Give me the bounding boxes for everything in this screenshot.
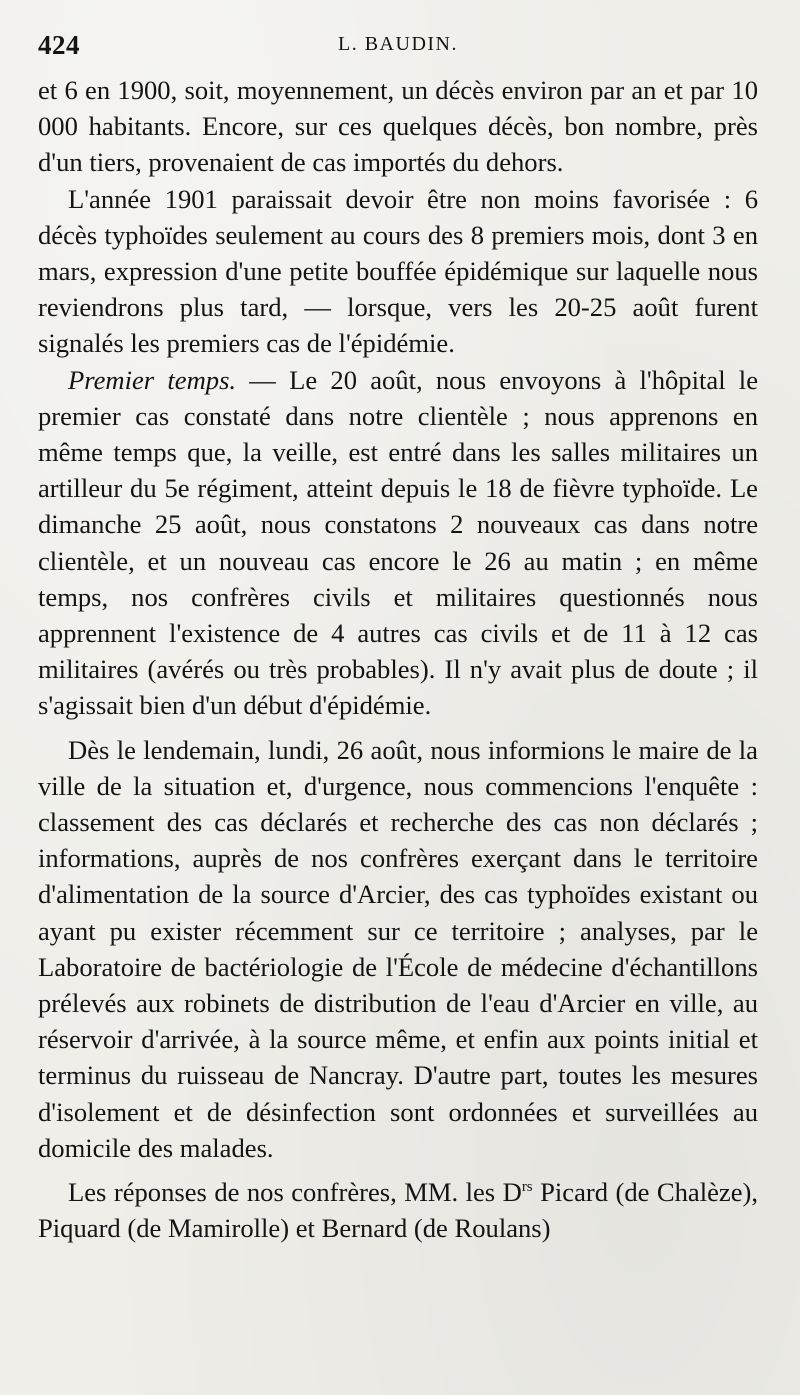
paragraph-4: Dès le lendemain, lundi, 26 août, nous informions le maire de la ville de la situation et, d'urgence, nous commencions l'enquête : classement des cas déclarés et recherche des cas non déclarés ; informations, auprès de nos confrères exerçant dans le territoire d'alimentation de la source d'Arcier, des cas typhoïdes existant ou ayant pu exister récemment sur ce territoire ; analyses, par le Laboratoire de bactériologie de l'École de médecine d'échantillons prélevés aux robinets de distribution de l'eau d'Arcier en ville, au réservoir d'arrivée, à la source même, et enfin aux points initial et terminus du ruisseau de Nancray. D'autre part, toutes les mesures d'isolement et de désinfection sont ordonnées et surveillées au domicile des malades. xyxy=(38,734,758,1163)
paragraph-3-text: — Le 20 août, nous envoyons à l'hôpital le premier cas constaté dans notre clientèle ; nous apprenons en même temps que, la veille, est entré dans les salles militaires un artilleur du 5e régiment, atteint depuis le 18 de fièvre typhoïde. Le dimanche 25 août, nous constatons 2 nouveaux cas dans notre clientèle, et un nouveau cas encore le 26 au matin ; en même temps, nos confrères civils et militaires questionnés nous apprennent l'existence de 4 autres cas civils et de 11 à 12 cas militaires (avérés ou très probables). Il n'y avait plus de doute ; il s'agissait bien d'un début d'épidémie. xyxy=(38,364,758,721)
running-header xyxy=(38,30,760,66)
paragraph-3 xyxy=(38,362,758,724)
body-text xyxy=(38,72,758,1247)
paragraph-5 xyxy=(38,1174,758,1246)
paragraph-5-text-a: Les réponses de nos confrères, MM. les D xyxy=(68,1177,522,1208)
paragraph-2: L'année 1901 paraissait devoir être non moins favorisée : 6 décès typhoïdes seulement au cours des 8 premiers mois, dont 3 en mars, expression d'une petite bouffée épidémique sur laquelle nous reviendrons plus tard, — lorsque, vers les 20-25 août furent signalés les premiers cas de l'épidémie. xyxy=(38,183,758,359)
paragraph-5-text-b: Picard (de Chalèze), Piquard (de Mamirolle) et Bernard (de Roulans) xyxy=(38,1177,759,1244)
doctors-abbrev-superscript: rs xyxy=(521,1179,533,1196)
section-label-premier-temps: Premier temps. xyxy=(68,364,237,395)
running-head-author: L. BAUDIN. xyxy=(338,33,458,55)
paragraph-1: et 6 en 1900, soit, moyennement, un décès environ par an et par 10 000 habitants. Encore, sur ces quelques décès, bon nombre, près d'un tiers, provenaient de cas importés du dehors. xyxy=(38,75,758,178)
page-number: 424 xyxy=(38,30,80,60)
